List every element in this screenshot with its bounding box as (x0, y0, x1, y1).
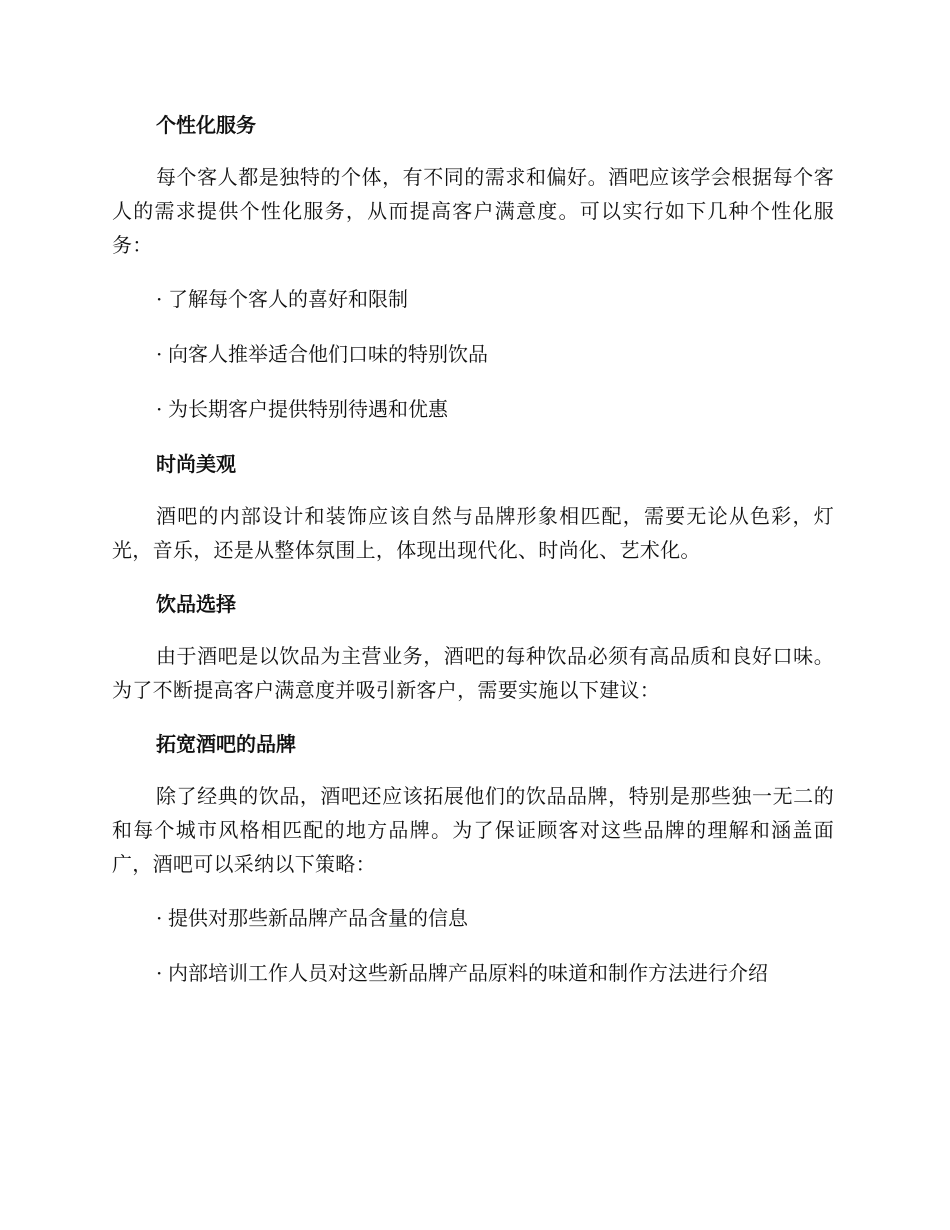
bullet-symbol: · (156, 906, 163, 930)
bullet-text: 了解每个客人的喜好和限制 (168, 287, 408, 311)
document-body (112, 108, 834, 1011)
bullet-symbol: · (156, 287, 163, 311)
section-paragraph: 每个客人都是独特的个体，有不同的需求和偏好。酒吧应该学会根据每个客人的需求提供个性化服务，从而提高客户满意度。可以实行如下几种个性化服务： (112, 165, 834, 257)
bullet-symbol: · (156, 397, 163, 421)
bullet-text: 内部培训工作人员对这些新品牌产品原料的味道和制作方法进行介绍 (168, 961, 768, 985)
section-paragraph: 由于酒吧是以饮品为主营业务，酒吧的每种饮品必须有高品质和良好口味。为了不断提高客户满意度并吸引新客户，需要实施以下建议： (112, 644, 834, 702)
bullet-text: 为长期客户提供特别待遇和优惠 (168, 397, 448, 421)
bullet-item (112, 956, 834, 990)
section-heading: 饮品选择 (156, 592, 236, 616)
section-paragraph: 除了经典的饮品，酒吧还应该拓展他们的饮品品牌，特别是那些独一无二的和每个城市风格相匹配的地方品牌。为了保证顾客对这些品牌的理解和涵盖面广，酒吧可以采纳以下策略： (112, 784, 834, 876)
bullet-text: 向客人推举适合他们口味的特别饮品 (168, 342, 488, 366)
bullet-item (112, 337, 834, 371)
bullet-symbol: · (156, 342, 163, 366)
bullet-text: 提供对那些新品牌产品含量的信息 (168, 906, 468, 930)
bullet-item (112, 282, 834, 316)
bullet-symbol: · (156, 961, 163, 985)
bullet-item (112, 901, 834, 935)
section-heading: 拓宽酒吧的品牌 (156, 732, 296, 756)
section-heading: 时尚美观 (156, 452, 236, 476)
bullet-item (112, 392, 834, 426)
section-heading: 个性化服务 (156, 113, 256, 137)
section-paragraph: 酒吧的内部设计和装饰应该自然与品牌形象相匹配，需要无论从色彩，灯光，音乐，还是从整体氛围上，体现出现代化、时尚化、艺术化。 (112, 504, 834, 562)
